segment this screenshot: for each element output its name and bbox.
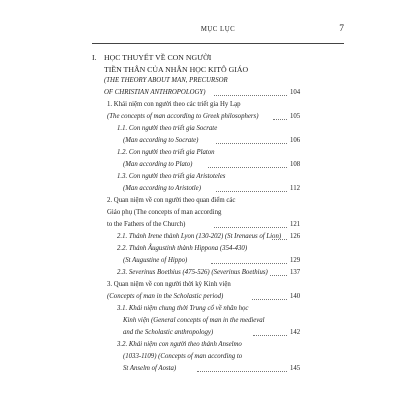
toc-entry-part1-l3: (THE THEORY ABOUT MAN, PRECURSOR <box>104 77 228 84</box>
toc-entry-part1-num: I. <box>92 53 97 62</box>
toc-leader-dots <box>273 119 287 121</box>
toc-entry-part1-l4: OF CHRISTIAN ANTHROPOLOGY) <box>104 89 206 96</box>
toc-page-number: 126 <box>290 233 301 240</box>
toc-entry-s2-l2: Giáo phụ (The concepts of man according <box>107 209 222 216</box>
toc-entry-s1-l2: (The concepts of man according to Greek philosophers) <box>107 113 259 120</box>
toc-entry-s32-l1: 3.2. Khái niệm con người theo thánh Anselmo <box>117 341 242 348</box>
toc-page-number: 121 <box>290 221 301 228</box>
toc-page-number: 106 <box>290 137 301 144</box>
toc-page-number: 105 <box>290 113 301 120</box>
toc-entry-s12-l2: (Man according to Plato) <box>123 161 193 168</box>
toc-leader-dots <box>252 299 287 301</box>
toc-page-number: 142 <box>290 329 301 336</box>
toc-entry-s13-l2: (Man according to Aristotle) <box>123 185 201 192</box>
toc-leader-dots <box>216 143 287 145</box>
toc-entry-part1-l2: TIỀN THÂN CỦA NHÂN HỌC KITÔ GIÁO <box>104 65 249 74</box>
toc-entry-s13-l1: 1.3. Con người theo triết gia Aristoteles <box>117 173 226 180</box>
toc-entry-s11-l1: 1.1. Con người theo triết gia Socrate <box>117 125 218 132</box>
toc-page-number: 137 <box>290 269 301 276</box>
page-number: 7 <box>339 24 344 34</box>
toc-entry-s3-l2: (Concepts of man in the Scholastic period) <box>107 293 224 300</box>
toc-page-number: 108 <box>290 161 301 168</box>
toc-entry-s2-l1: 2. Quan niệm về con người theo quan điểm các <box>107 197 236 204</box>
toc-page-number: 140 <box>290 293 301 300</box>
toc-entry-s31-l1: 3.1. Khái niệm chung thời Trung cổ về nhân học <box>117 305 249 312</box>
toc-entry-s11-l2: (Man according to Socrate) <box>123 137 199 144</box>
toc-leader-dots <box>272 239 287 241</box>
toc-page-number: 112 <box>290 185 300 192</box>
toc-leader-dots <box>208 167 287 169</box>
toc-leader-dots <box>211 263 287 265</box>
page-title: MỤC LỤC <box>200 26 236 33</box>
page-header <box>92 24 344 38</box>
toc-leader-dots <box>216 191 287 193</box>
toc-leader-dots <box>253 335 287 337</box>
toc-leader-dots <box>197 371 287 373</box>
toc-leader-dots <box>214 95 287 97</box>
toc-entry-s21: 2.1. Thánh Irene thành Lyon (130-202) (St Irenaeus of Lion) <box>117 233 282 240</box>
toc-leader-dots <box>270 275 287 277</box>
toc-entry-part1-l1: HỌC THUYẾT VỀ CON NGƯỜI <box>104 53 212 62</box>
toc-page-number: 145 <box>290 365 301 372</box>
toc-page-number: 129 <box>290 257 301 264</box>
toc-entry-s32-l3: St Anselm of Aosta) <box>123 365 177 372</box>
header-rule <box>92 43 344 44</box>
toc-entry-s31-l2: Kinh viện (General concepts of man in the medieval <box>123 317 265 324</box>
toc-leader-dots <box>214 227 287 229</box>
toc-entry-s22-l1: 2.2. Thánh Âugustinh thành Hippona (354-430) <box>117 245 248 252</box>
toc-entry-s23: 2.3. Severinus Boethius (475-526) (Severinus Boethius) <box>117 269 268 276</box>
toc-entry-s31-l3: and the Scholastic anthropology) <box>123 329 214 336</box>
toc-entry-s3-l1: 3. Quan niệm về con người thời kỳ Kinh viện <box>107 281 231 288</box>
toc-page-number: 104 <box>290 89 301 96</box>
toc-entry-s32-l2: (1033-1109) (Concepts of man according to <box>123 353 243 360</box>
toc-entry-s22-l2: (St Augustine of Hippo) <box>123 257 188 264</box>
toc-entry-s2-l3: to the Fathers of the Church) <box>107 221 186 228</box>
toc-entry-s1-l1: 1. Khái niệm con người theo các triết gia Hy Lạp <box>107 101 241 108</box>
toc-entry-s12-l1: 1.2. Con người theo triết gia Platon <box>117 149 215 156</box>
